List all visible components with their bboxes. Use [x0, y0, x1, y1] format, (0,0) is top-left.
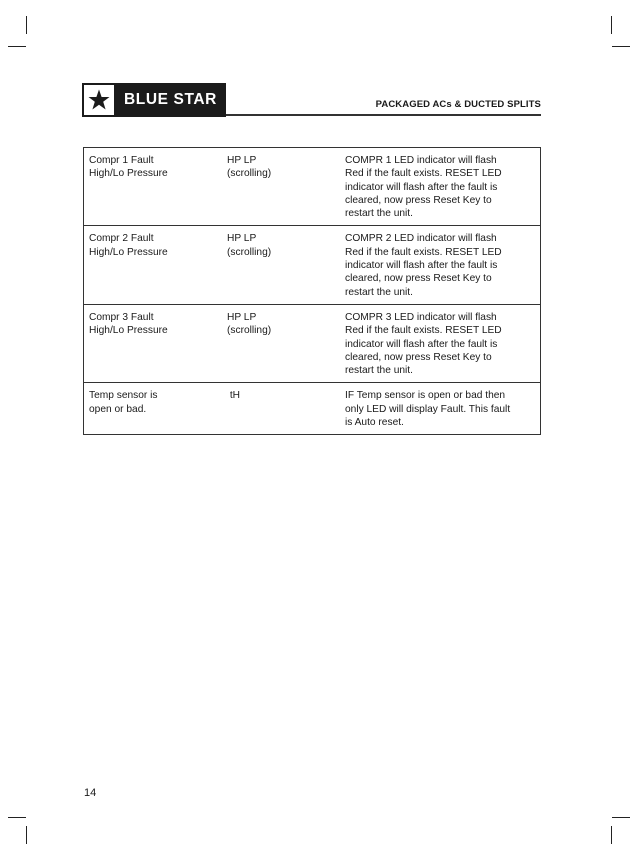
cell-line: Compr 1 Fault: [89, 155, 154, 166]
crop-mark: [26, 826, 27, 844]
display-code-cell: [219, 148, 337, 226]
section-title: PACKAGED ACs & DUCTED SPLITS: [375, 99, 541, 110]
cell-line: Compr 2 Fault: [89, 233, 154, 245]
display-code-cell: [219, 383, 337, 435]
crop-mark: [26, 16, 27, 34]
cell-line: HP LP: [227, 155, 257, 166]
header-divider: [226, 114, 541, 116]
table-row: [84, 304, 541, 382]
crop-mark: [612, 817, 630, 818]
table-row: [84, 148, 541, 226]
display-code-cell: [219, 304, 337, 382]
cell-line: (scrolling): [227, 168, 272, 180]
action-description-cell: [337, 383, 541, 435]
cell-line: restart the unit.: [345, 365, 413, 377]
crop-mark: [611, 826, 612, 844]
logo-text: BLUE STAR: [124, 91, 217, 108]
cell-line: High/Lo Pressure: [89, 168, 168, 180]
cell-line: cleared, now press Reset Key to: [345, 194, 492, 206]
fault-condition-cell: [84, 383, 220, 435]
cell-line: only LED will display Fault. This fault: [345, 403, 511, 415]
cell-line: COMPR 1 LED indicator will flash: [345, 155, 497, 166]
cell-line: HP LP: [227, 311, 257, 323]
cell-line: HP LP: [227, 233, 257, 245]
cell-line: Red if the fault exists. RESET LED: [345, 325, 502, 337]
crop-mark: [8, 46, 26, 47]
cell-line: indicator will flash after the fault is: [345, 260, 498, 272]
cell-line: cleared, now press Reset Key to: [345, 273, 492, 285]
cell-line: (scrolling): [227, 325, 272, 337]
cell-line: indicator will flash after the fault is: [345, 181, 498, 193]
cell-line: cleared, now press Reset Key to: [345, 351, 492, 363]
cell-line: tH: [227, 390, 241, 402]
cell-line: (scrolling): [227, 246, 272, 258]
table-row: [84, 226, 541, 304]
action-description-cell: [337, 148, 541, 226]
brand-logo: [82, 83, 226, 117]
cell-line: indicator will flash after the fault is: [345, 338, 498, 350]
crop-mark: [612, 46, 630, 47]
cell-line: High/Lo Pressure: [89, 325, 168, 337]
cell-line: Red if the fault exists. RESET LED: [345, 246, 502, 258]
action-description-cell: [337, 226, 541, 304]
cell-line: restart the unit.: [345, 286, 413, 298]
cell-line: Red if the fault exists. RESET LED: [345, 168, 502, 180]
fault-condition-cell: [84, 226, 220, 304]
fault-condition-cell: [84, 304, 220, 382]
crop-mark: [611, 16, 612, 34]
cell-line: open or bad.: [89, 403, 147, 415]
cell-line: IF Temp sensor is open or bad then: [345, 390, 506, 402]
fault-condition-cell: [84, 148, 220, 226]
page-number: 14: [84, 787, 97, 799]
cell-line: COMPR 2 LED indicator will flash: [345, 233, 497, 245]
cell-line: COMPR 3 LED indicator will flash: [345, 311, 497, 323]
cell-line: is Auto reset.: [345, 417, 404, 429]
display-code-cell: [219, 226, 337, 304]
star-icon: [84, 85, 114, 115]
cell-line: Compr 3 Fault: [89, 311, 154, 323]
fault-table: [83, 147, 541, 435]
cell-line: Temp sensor is: [89, 390, 158, 402]
cell-line: restart the unit.: [345, 208, 413, 220]
action-description-cell: [337, 304, 541, 382]
table-row: [84, 383, 541, 435]
cell-line: High/Lo Pressure: [89, 246, 168, 258]
crop-mark: [8, 817, 26, 818]
